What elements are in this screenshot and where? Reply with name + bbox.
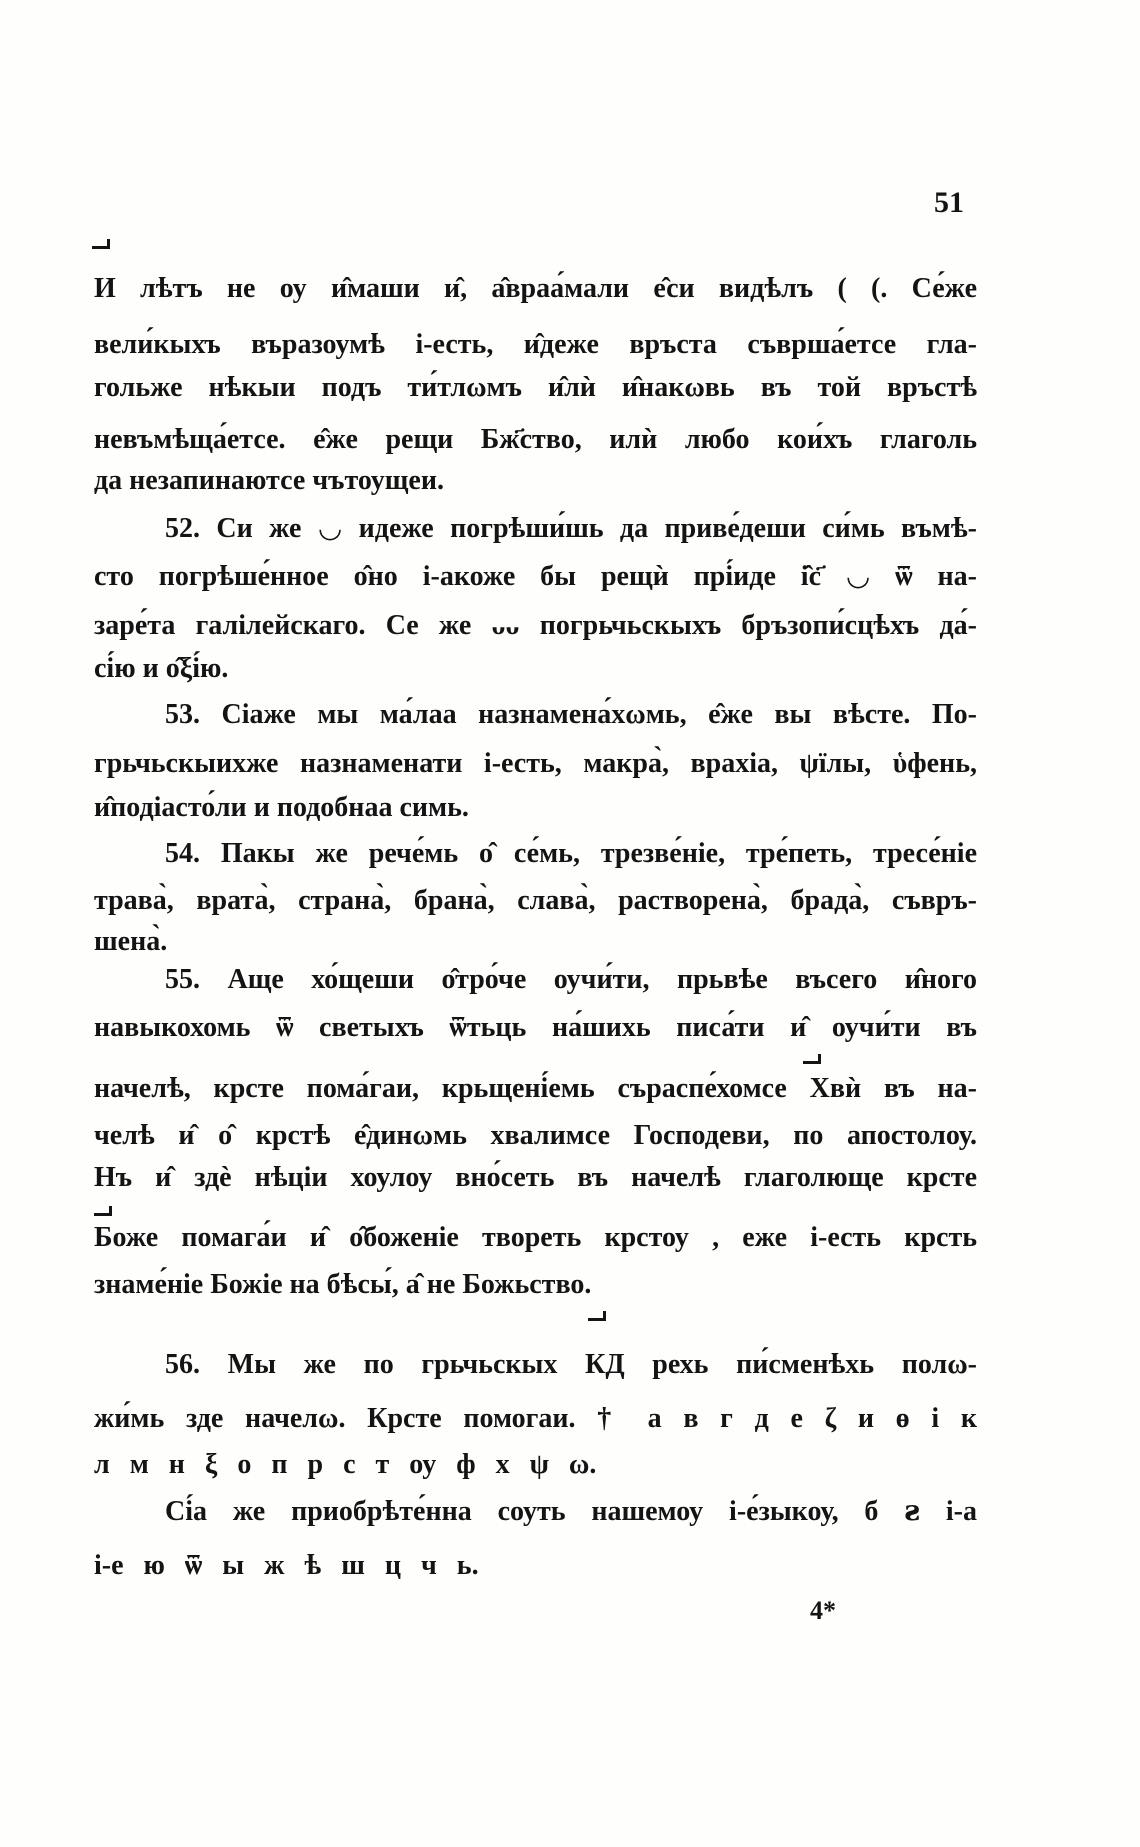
text-line: Боже помага́и и̂ о̂боженіе твореть крстоу , еже і-есть крсть: [94, 1222, 977, 1253]
text-line: 56. Мы же по грьчьскых КД рехь пи́сменѣхь полω-: [165, 1349, 977, 1380]
text-line: и̂подіасто́ли и подобнаа симь.: [94, 792, 469, 823]
text-line: гольже нѣкыи подъ ти́тлωмъ и̂лѝ и̂накωвь въ той връстѣ: [94, 372, 977, 403]
text-line: шена̀.: [94, 926, 168, 957]
text-line: грьчьскыихже назнаменати і-есть, макра̀, врахіа, ψїлы, ὑфень,: [94, 748, 977, 779]
text-line: 54. Пакы же рече́мь о̂ се́мь, трезве́ніе, тре́петь, тресе́ніе: [165, 838, 977, 869]
text-line: Нъ и̂ здѐ нѣціи хоулоу вно́сеть въ начелѣ глаголюще крсте: [94, 1162, 977, 1193]
text-line: л м н ξ о п р с т оу ф х ψ ω.: [94, 1449, 597, 1480]
titlo-mark: [94, 1213, 112, 1216]
text-line: знаме́ніе Божіе на бѣсы́, а̂ не Божьство.: [94, 1269, 592, 1300]
text-line: навыкохомь ѿ светыхъ ѿтьць на́шихь писа́ти и̂ оучи́ти въ: [94, 1012, 977, 1043]
text-line: сі́ю и о̂ξі́ю.: [94, 653, 229, 684]
page-number: 51: [934, 186, 964, 219]
text-line: невъмѣща́етсе. е̂же рещи Бж҃ство, илѝ любо кои́хъ глаголь: [94, 424, 977, 455]
text-line: Сі́а же приобрѣте́нна соуть нашемоу і-е́зыкоу, б ꙅ і-а: [165, 1496, 977, 1527]
text-line: жи́мь зде начелω. Крсте помогаи. † а в г д е ζ и ө і к: [94, 1403, 977, 1434]
text-line: 53. Сіаже мы ма́лаа назнамена́хωмь, е̂же вы вѣсте. По-: [165, 699, 977, 730]
text-line: і-е ю ѿ ы ж ѣ ш ц ч ь.: [94, 1550, 479, 1581]
signature-mark: 4*: [810, 1596, 836, 1625]
text-line: заре́та галілейскаго. Се же ᴗᴗ погрьчьскыхъ бръзопи́сцѣхъ да́-: [94, 610, 977, 641]
text-line: челѣ и̂ о̂ крстѣ е̂динωмь хвалимсе Господеви, по апостолоу.: [94, 1120, 977, 1151]
titlo-mark: [92, 246, 110, 249]
text-line: да незапинаютсе чътоущеи.: [94, 465, 444, 496]
text-line: 52. Си же ◡ идеже погрѣши́шь да приве́деши си́мь въмѣ-: [165, 513, 977, 544]
titlo-mark: [588, 1318, 606, 1321]
text-line: И лѣтъ не оу и̂маши и̂, а̂враа́мали е̂си видѣлъ ( (. Се́же: [94, 273, 977, 304]
text-line: 55. Аще хо́щеши о̂тро́че оучи́ти, прьвѣе въсего и̂ного: [165, 964, 977, 995]
text-line: вели́кыхъ въразоумѣ і-есть, и̂деже връста съврша́етсе гла-: [94, 329, 977, 360]
text-line: сто погрѣше́нное о̂но і-акоже бы рещѝ прі́иде і̂с҃ ◡ ѿ на-: [94, 561, 977, 592]
text-line: начелѣ, крсте пома́гаи, крьщені́емь съраспе́хомсе Хвѝ въ на-: [94, 1073, 977, 1104]
text-line: трава̀, врата̀, страна̀, брана̀, слава̀, растворена̀, брада̀, съвръ-: [94, 885, 977, 916]
titlo-mark: [803, 1061, 821, 1064]
